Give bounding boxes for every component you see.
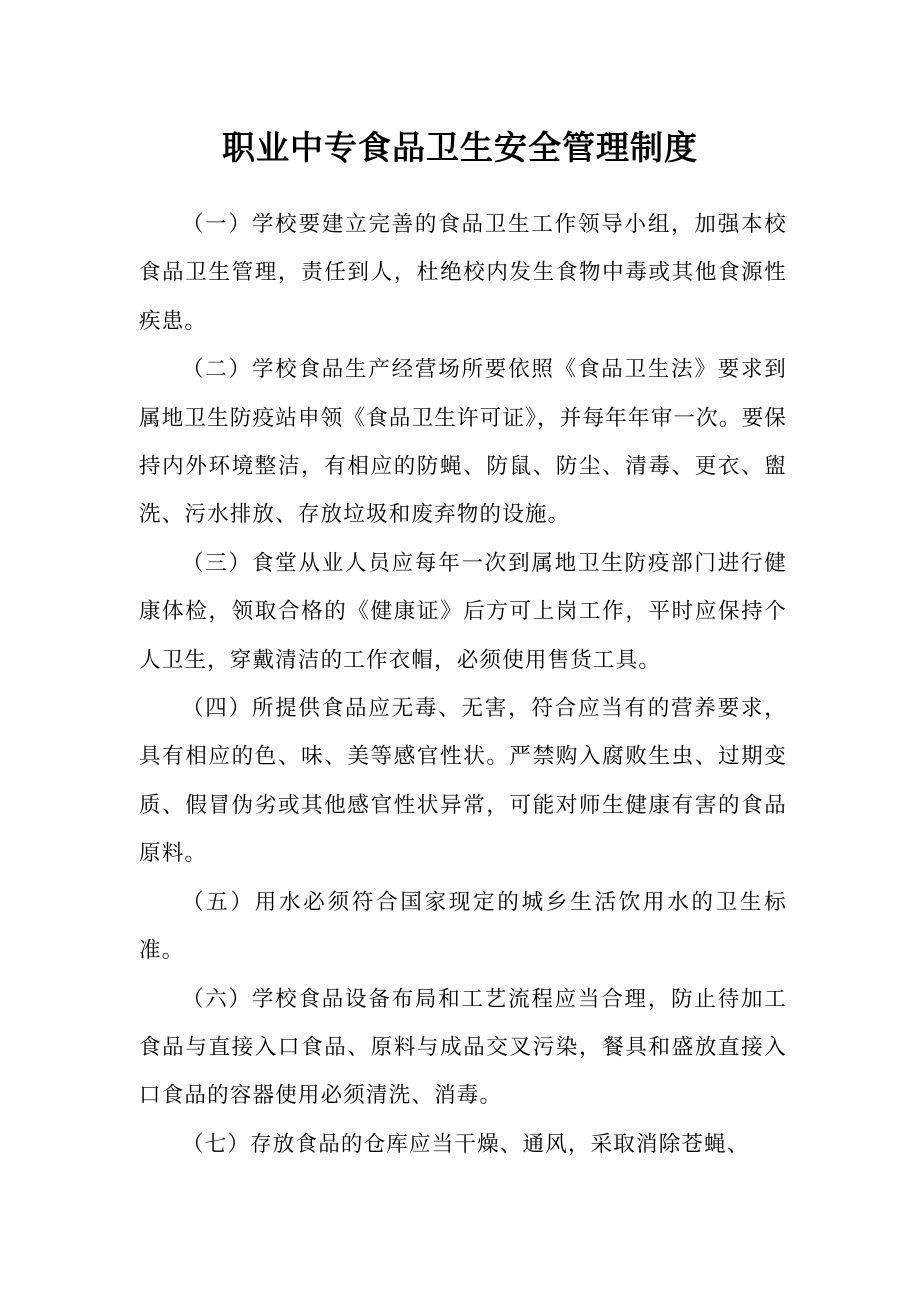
document-title: 职业中专食品卫生安全管理制度	[222, 128, 698, 167]
paragraph-3: （三）食堂从业人员应每年一次到属地卫生防疫部门进行健康体检，领取合格的《健康证》后方可上岗工作，平时应保持个人卫生，穿戴清洁的工作衣帽，必须使用售货工具。	[139, 550, 787, 673]
paragraph-2: （二）学校食品生产经营场所要依照《食品卫生法》要求到属地卫生防疫站申领《食品卫生许可证》，并每年年审一次。要保持内外环境整洁，有相应的防蝇、防鼠、防尘、清毒、更衣、盥洗、污水排放、存放垃圾和废弃物的设施。	[139, 357, 787, 528]
paragraph-1: （一）学校要建立完善的食品卫生工作领导小组，加强本校食品卫生管理，责任到人，杜绝校内发生食物中毒或其他食源性疾患。	[139, 212, 787, 334]
paragraph-6: （六）学校食品设备布局和工艺流程应当合理，防止待加工食品与直接入口食品、原料与成品交叉污染，餐具和盛放直接入口食品的容器使用必须清洗、消毒。	[139, 986, 787, 1109]
paragraph-5: （五）用水必须符合国家现定的城乡生活饮用水的卫生标准。	[139, 889, 787, 964]
paragraph-7: （七）存放食品的仓库应当干燥、通风，采取消除苍蝇、	[182, 1131, 750, 1157]
paragraph-4: （四）所提供食品应无毒、无害，符合应当有的营养要求，具有相应的色、味、美等感官性状。严禁购入腐败生虫、过期变质、假冒伪劣或其他感官性状异常，可能对师生健康有害的食品原料。	[139, 696, 787, 867]
document-body	[139, 201, 787, 1169]
